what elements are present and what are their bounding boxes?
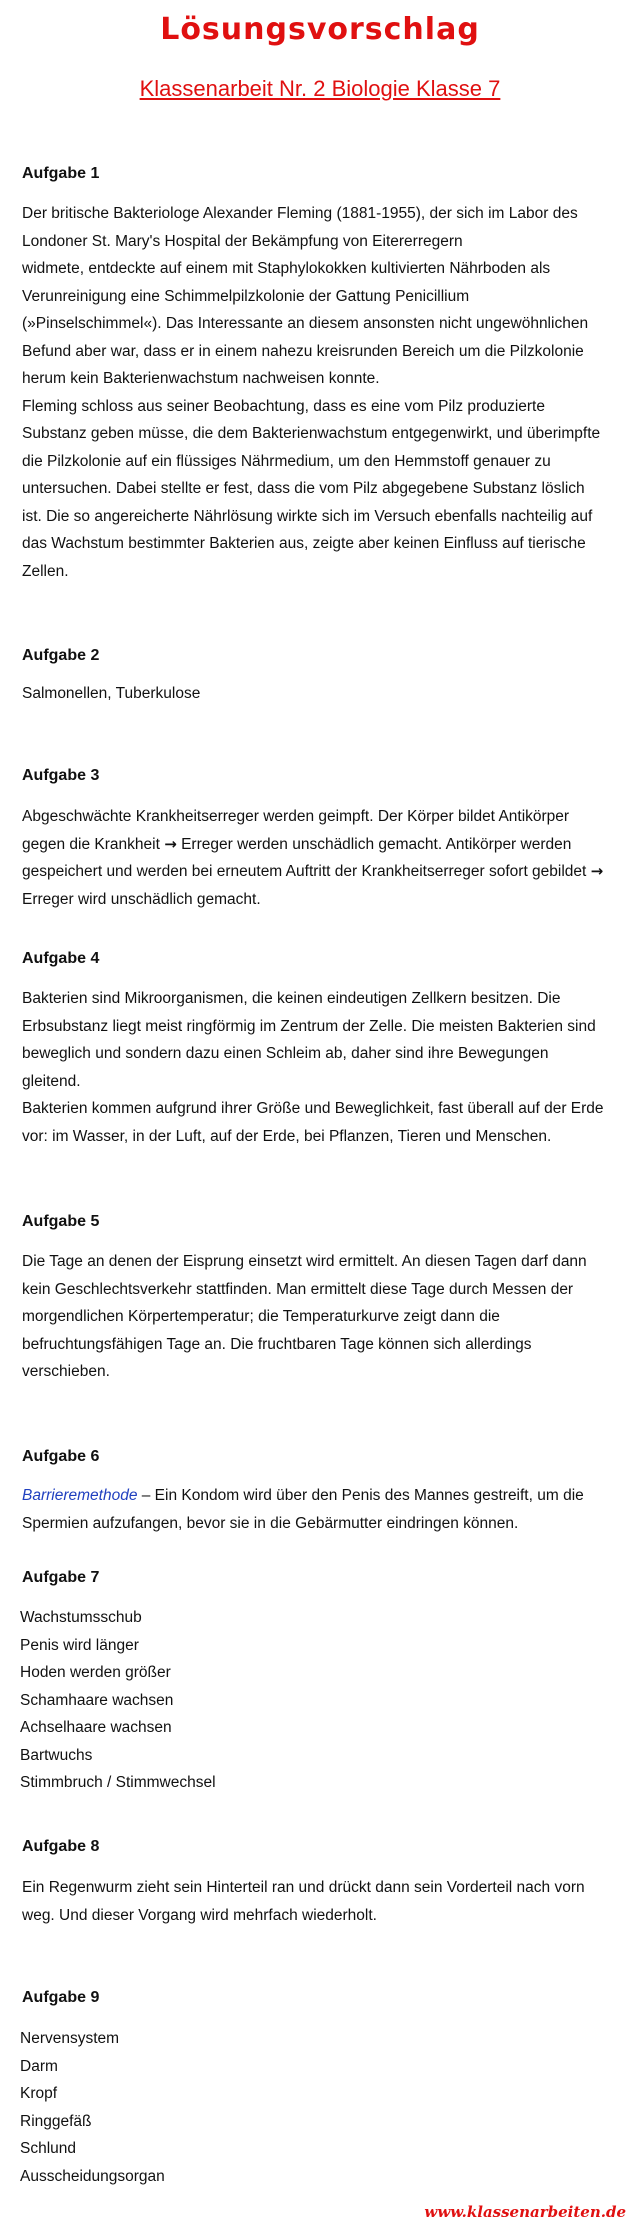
list-item: Darm [20, 2057, 58, 2075]
task-1-heading: Aufgabe 1 [22, 165, 100, 182]
answer-line: morgendlichen Körpertemperatur; die Temperaturkurve zeigt dann die [22, 1308, 500, 1325]
answer-text: gespeichert und werden bei erneutem Auftritt der Krankheitserreger sofort gebildet [22, 863, 591, 880]
list-item: Hoden werden größer [20, 1664, 171, 1681]
method-term: Barrieremethode [22, 1487, 138, 1504]
list-item: Schamhaare wachsen [20, 1691, 174, 1709]
answer-line: Spermien aufzufangen, bevor sie in die Gebärmutter eindringen können. [22, 1514, 519, 1532]
task-4-heading: Aufgabe 4 [22, 950, 100, 967]
arrow-right-icon: → [590, 862, 604, 880]
answer-line: Salmonellen, Tuberkulose [22, 685, 201, 702]
answer-line: Bakterien kommen aufgrund ihrer Größe und Beweglichkeit, fast überall auf der Erde [22, 1100, 604, 1117]
task-9-list [20, 2025, 165, 2190]
task-8-heading: Aufgabe 8 [22, 1838, 100, 1855]
answer-text: gegen die Krankheit [22, 835, 165, 853]
answer-line: Der britische Bakteriologe Alexander Fleming (1881-1955), der sich im Labor des [22, 205, 578, 222]
task-3-answer [22, 803, 624, 913]
list-item: Stimmbruch / Stimmwechsel [20, 1774, 216, 1791]
page-subtitle: Klassenarbeit Nr. 2 Biologie Klasse 7 [139, 76, 501, 101]
answer-line: verschieben. [22, 1363, 110, 1380]
list-item: Kropf [20, 2085, 58, 2102]
answer-line [22, 1482, 624, 1510]
answer-line: Verunreinigung eine Schimmelpilzkolonie der Gattung Penicillium [22, 287, 470, 305]
answer-line: Fleming schloss aus seiner Beobachtung, dass es eine vom Pilz produzierte [22, 397, 545, 415]
answer-line: herum kein Bakterienwachstum nachweisen konnte. [22, 370, 380, 387]
task-9-heading: Aufgabe 9 [22, 1989, 100, 2006]
task-4-answer [22, 985, 624, 1150]
answer-line: widmete, entdeckte auf einem mit Staphylokokken kultivierten Nährboden als [22, 260, 551, 277]
answer-line: beweglich und sondern dazu einen Schleim ab, daher sind ihre Bewegungen [22, 1045, 549, 1062]
answer-line: kein Geschlechtsverkehr stattfinden. Man ermittelt diese Tage durch Messen der [22, 1280, 574, 1298]
list-item: Schlund [20, 2140, 77, 2157]
list-item: Penis wird länger [20, 1636, 139, 1654]
task-2-answer [22, 680, 624, 708]
page-title: Lösungsvorschlag [160, 12, 480, 47]
answer-line: Ein Regenwurm zieht sein Hinterteil ran und drückt dann sein Vorderteil nach vorn [22, 1879, 585, 1896]
answer-line [22, 858, 624, 886]
answer-line: Abgeschwächte Krankheitserreger werden geimpft. Der Körper bildet Antikörper [22, 808, 570, 825]
answer-line: ist. Die so angereicherte Nährlösung wirkte sich im Versuch ebenfalls nachteilig auf [22, 507, 593, 525]
answer-line: das Wachstum bestimmter Bakterien aus, zeigte aber keinen Einfluss auf tierische [22, 535, 586, 552]
answer-line: Bakterien sind Mikroorganismen, die keinen eindeutigen Zellkern besitzen. Die [22, 990, 561, 1007]
answer-line: (»Pinselschimmel«). Das Interessante an diesem ansonsten nicht ungewöhnlichen [22, 315, 589, 332]
answer-line: Befund aber war, dass er in einem nahezu kreisrunden Bereich um die Pilzkolonie [22, 342, 584, 360]
task-6-heading: Aufgabe 6 [22, 1448, 100, 1465]
list-item: Bartwuchs [20, 1746, 93, 1764]
answer-line: Erreger wird unschädlich gemacht. [22, 890, 261, 908]
list-item: Achselhaare wachsen [20, 1719, 172, 1736]
answer-line: Substanz geben müsse, die dem Bakterienwachstum entgegenwirkt, und überimpfte [22, 425, 601, 442]
task-3-heading: Aufgabe 3 [22, 767, 100, 784]
answer-line: Zellen. [22, 562, 69, 580]
task-6-answer [22, 1482, 624, 1537]
answer-text: Erreger werden unschädlich gemacht. Antikörper werden [176, 835, 572, 853]
task-2-heading: Aufgabe 2 [22, 647, 100, 664]
task-7-heading: Aufgabe 7 [22, 1569, 100, 1586]
answer-line: gleitend. [22, 1072, 81, 1090]
task-8-answer [22, 1874, 624, 1929]
list-item: Wachstumsschub [20, 1609, 142, 1626]
answer-line [22, 831, 624, 859]
answer-line: Erbsubstanz liegt meist ringförmig im Zentrum der Zelle. Die meisten Bakterien sind [22, 1017, 596, 1035]
answer-line: befruchtungsfähigen Tage an. Die fruchtbaren Tage können sich allerdings [22, 1335, 532, 1353]
task-5-answer [22, 1248, 624, 1386]
answer-line: untersuchen. Dabei stellte er fest, dass die vom Pilz abgegebene Substanz löslich [22, 480, 585, 497]
list-item: Nervensystem [20, 2030, 120, 2047]
answer-line: Die Tage an denen der Eisprung einsetzt wird ermittelt. An diesen Tagen darf dann [22, 1253, 587, 1270]
website-footer: www.klassenarbeiten.de [424, 2203, 626, 2221]
task-1-answer [22, 200, 624, 585]
answer-line: weg. Und dieser Vorgang wird mehrfach wiederholt. [22, 1906, 377, 1924]
answer-line: Londoner St. Mary's Hospital der Bekämpfung von Eitererregern [22, 232, 463, 250]
list-item: Ausscheidungsorgan [20, 2167, 165, 2185]
list-item: Ringgefäß [20, 2112, 92, 2130]
answer-text: – Ein Kondom wird über den Penis des Mannes gestreift, um die [137, 1487, 584, 1504]
answer-line: vor: im Wasser, in der Luft, auf der Erde, bei Pflanzen, Tieren und Menschen. [22, 1127, 552, 1145]
task-7-list [20, 1604, 216, 1797]
task-5-heading: Aufgabe 5 [22, 1213, 100, 1230]
answer-line: die Pilzkolonie auf ein flüssiges Nährmedium, um den Hemmstoff genauer zu [22, 452, 551, 470]
arrow-right-icon: → [164, 834, 177, 853]
